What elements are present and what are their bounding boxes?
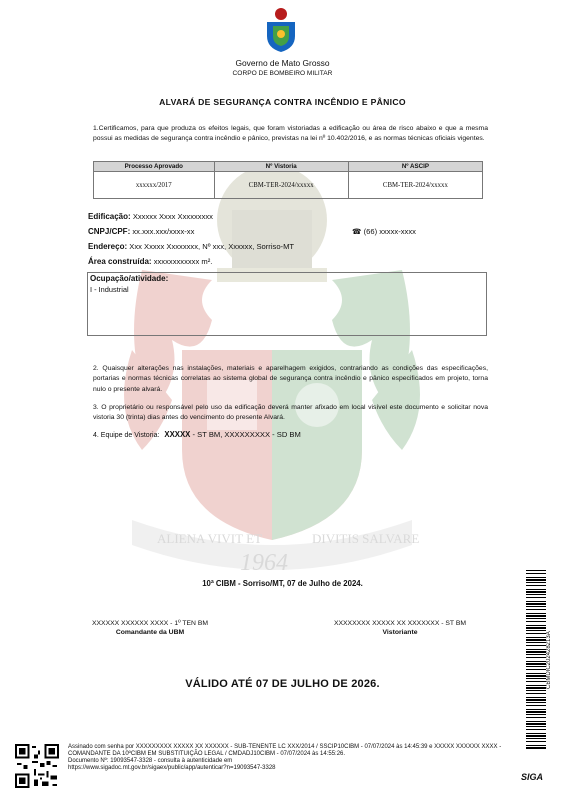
- state-coat-of-arms-icon: [263, 6, 299, 54]
- area-value: xxxxxxxxxxxx m².: [153, 257, 213, 266]
- endereco-value: Xxx Xxxxx Xxxxxxxx, Nº xxx, Xxxxxx, Sorriso-MT: [129, 242, 295, 251]
- cnpj-label: CNPJ/CPF:: [88, 227, 131, 236]
- document-title: ALVARÁ DE SEGURANÇA CONTRA INCÊNDIO E PÂNICO: [159, 97, 406, 107]
- signature-role: Vistoriante: [382, 629, 418, 636]
- header-ascip: Nº ASCIP: [348, 162, 482, 172]
- area-row: [88, 257, 212, 266]
- place-date: 10ª CIBM - Sorriso/MT, 07 de Julho de 2024.: [202, 579, 363, 588]
- cnpj-row: [88, 227, 194, 236]
- ocupacao-label: Ocupação/atividade:: [90, 274, 169, 283]
- signature-name: XXXXXXXX XXXXX XX XXXXXXX - ST BM: [333, 620, 467, 627]
- signature-role: Comandante da UBM: [115, 629, 185, 636]
- barcode-text: CBMDIC202428213A: [546, 631, 552, 689]
- department-name: CORPO DE BOMBEIRO MILITAR: [232, 70, 333, 77]
- cnpj-value: xx.xxx.xxx/xxxx-xx: [132, 227, 195, 236]
- government-name: Governo de Mato Grosso: [235, 58, 330, 68]
- phone-icon: ☎: [352, 227, 362, 236]
- endereco-row: [88, 242, 294, 251]
- team-label: 4. Equipe de Vistoria:: [93, 432, 160, 439]
- phone-value: (66) xxxxx-xxxx: [363, 227, 416, 236]
- signature-commander: [60, 620, 240, 636]
- signature-name: XXXXXX XXXXXX XXXX - 1º TEN BM: [91, 620, 209, 627]
- paragraph-1: 1.Certificamos, para que produza os efeitos legais, que foram vistoriadas a edificação ou área de risco abaixo e que a mesma possui as medidas de segurança contra incêndio e pânico, previstas na lei nº 10.402/2016, e as normas técnicas oficiais vigentes.: [93, 125, 488, 143]
- cell-processo: xxxxxx/2017: [94, 172, 215, 199]
- paragraph-2: 2. Quaisquer alterações nas instalações, materiais e aparelhagem exigidos, contrariando as condições das especificações, portarias e normas técnicas correlatas ao sistema global de segurança contra incêndio e pânico especificados em projeto, torna nulo o presente alvará.: [93, 365, 488, 393]
- occupation-box: [87, 272, 487, 336]
- endereco-label: Endereço:: [88, 242, 128, 251]
- footer-link[interactable]: https://www.sigadoc.mt.gov.br/sigaex/public/app/autenticar?n=19093547-3328: [68, 765, 276, 771]
- process-table: [93, 161, 483, 199]
- footer-document: Documento Nº: 19093547-3328 - consulta à autenticidade em: [68, 758, 233, 764]
- team-row: [93, 430, 488, 441]
- header-vistoria: Nº Vistoria: [214, 162, 348, 172]
- edificacao-label: Edificação:: [88, 212, 131, 221]
- cell-ascip: CBM-TER-2024/xxxxx: [348, 172, 482, 199]
- paragraph-3: 3. O proprietário ou responsável pelo uso da edificação deverá manter afixado em local visível este documento e solicitar nova vistoria 30 (trinta) dias antes do vencimento do presente Alvará.: [93, 404, 488, 422]
- team-highlight: XXXXX: [164, 430, 191, 439]
- signature-footer: [68, 744, 508, 772]
- motto-left: ALIENA VIVIT ET: [157, 531, 262, 546]
- area-label: Área construída:: [88, 257, 152, 266]
- qr-code-icon[interactable]: [15, 744, 59, 788]
- edificacao-row: [88, 212, 213, 221]
- watermark-year: 1964: [240, 550, 288, 576]
- ocupacao-value: I - Industrial: [90, 285, 129, 294]
- team-rest: - ST BM, XXXXXXXXX - SD BM: [190, 430, 301, 439]
- edificacao-value: Xxxxxx Xxxx Xxxxxxxxx: [132, 212, 213, 221]
- cell-vistoria: CBM-TER-2024/xxxxx: [214, 172, 348, 199]
- signature-inspector: [310, 620, 490, 636]
- barcode: [526, 570, 546, 750]
- phone-row: [352, 227, 416, 236]
- siga-logo: SIGA: [521, 772, 544, 782]
- validity-notice: VÁLIDO ATÉ 07 DE JULHO DE 2026.: [185, 678, 380, 690]
- header-processo: Processo Aprovado: [94, 162, 215, 172]
- motto-right: DIVITIS SALVARE: [312, 531, 420, 546]
- footer-signed: Assinado com senha por XXXXXXXXX XXXXX XX XXXXXX - SUB-TENENTE LC XXX/2014 / SSCIP10CIBM - 07/07/2024 às 14:45:39 e XXXXX XXXXXX XXXX - COMANDANTE DA 10ºCIBM EM SUBSTITUIÇÃO LEGAL / CMDADJ10CIBM - 07/07/2024 às 14:55:26.: [68, 744, 502, 757]
